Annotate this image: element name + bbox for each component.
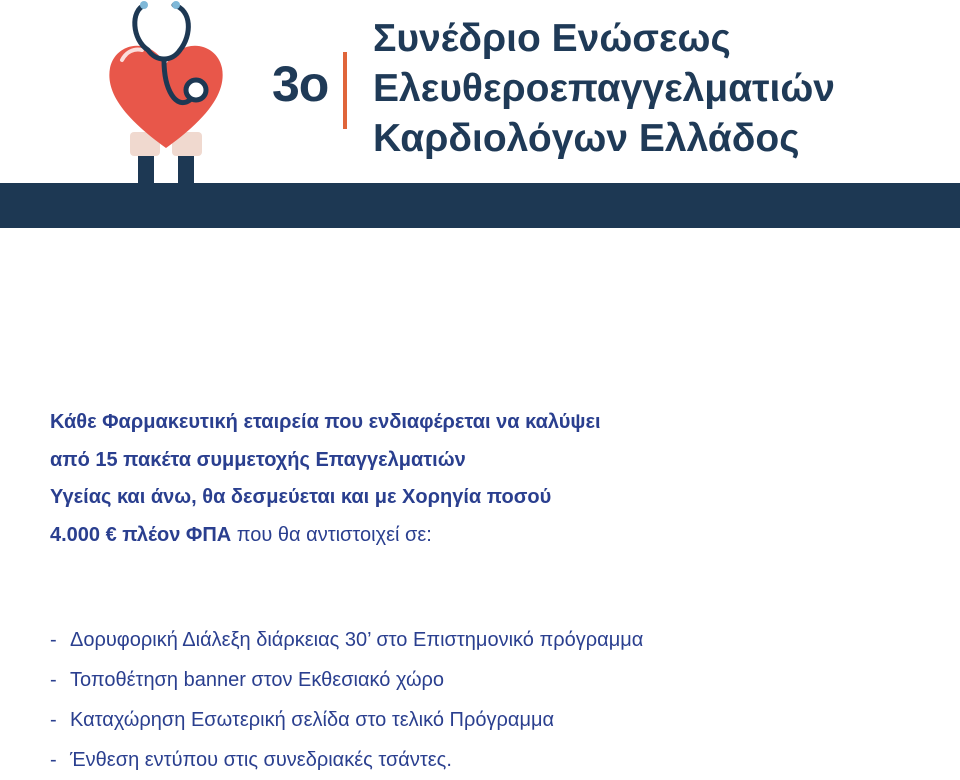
intro-line-3: Υγείας και άνω, θα δεσμεύεται και με Χορηγία ποσού	[50, 486, 552, 508]
intro-line-2: από 15 πακέτα συμμετοχής Επαγγελματιών	[50, 448, 466, 471]
title-divider	[343, 52, 347, 129]
list-item	[50, 620, 643, 660]
list-item	[50, 700, 643, 740]
list-item	[50, 660, 643, 700]
title-line-3: Καρδιολόγων Ελλάδος	[373, 117, 800, 160]
list-marker: -	[50, 749, 57, 771]
title-line-2: Ελευθεροεπαγγελματιών	[373, 67, 836, 110]
benefits-list	[50, 620, 643, 780]
intro-line-4	[50, 517, 601, 555]
list-marker: -	[50, 669, 57, 691]
conference-title	[373, 14, 835, 164]
title-line-1: Συνέδριο Ενώσεως	[373, 17, 731, 60]
list-marker: -	[50, 629, 57, 651]
benefit-text: Τοποθέτηση banner στον Εκθεσιακό χώρο	[70, 669, 445, 691]
header-band	[0, 183, 960, 228]
sponsorship-intro	[50, 404, 601, 554]
list-item	[50, 740, 643, 780]
list-marker: -	[50, 709, 57, 731]
intro-line-4-rest: που θα αντιστοιχεί σε:	[231, 523, 432, 546]
sponsorship-amount: 4.000 € πλέον ΦΠΑ	[50, 523, 232, 546]
benefit-text: Ένθεση εντύπου στις συνεδριακές τσάντες.	[70, 749, 452, 771]
benefit-text: Δορυφορική Διάλεξη διάρκειας 30’ στο Επιστημονικό πρόγραμμα	[70, 629, 644, 651]
intro-line-1: Κάθε Φαρμακευτική εταιρεία που ενδιαφέρεται να καλύψει	[50, 411, 601, 433]
benefit-text: Καταχώρηση Εσωτερική σελίδα στο τελικό Πρόγραμμα	[70, 709, 555, 731]
heart-stethoscope-icon	[100, 0, 230, 185]
edition-number: 3ο	[272, 56, 329, 112]
